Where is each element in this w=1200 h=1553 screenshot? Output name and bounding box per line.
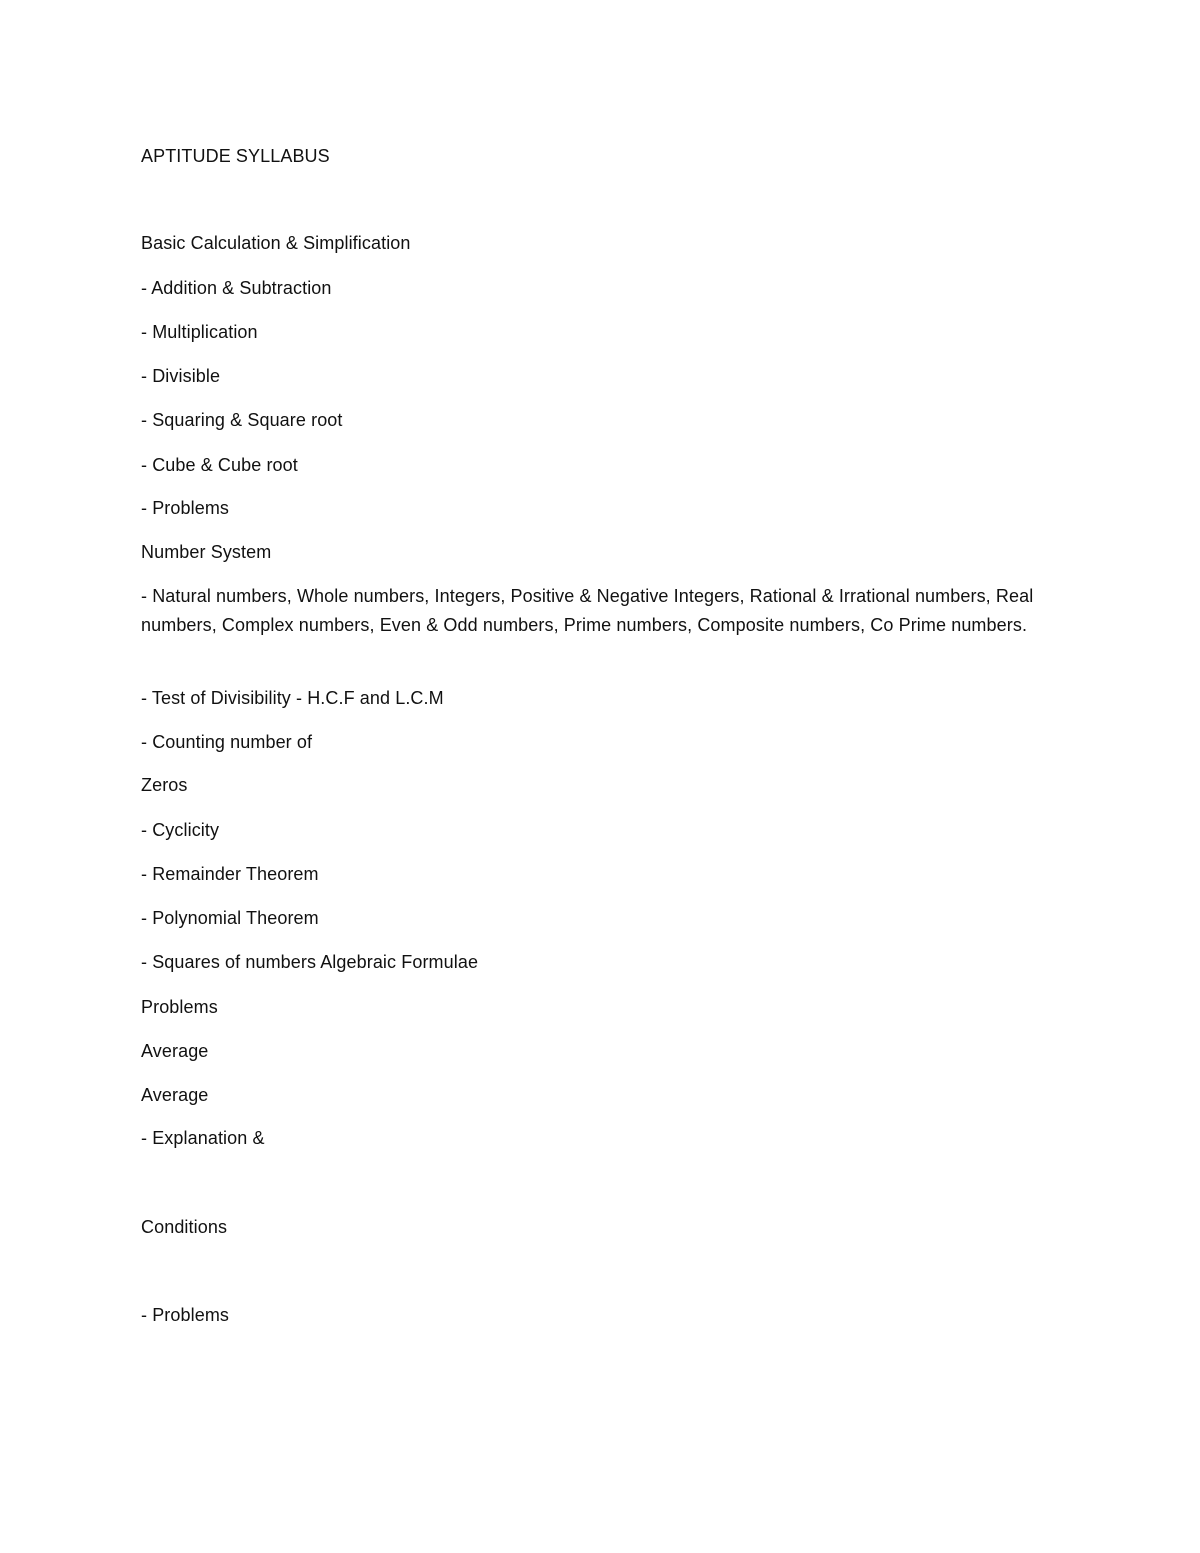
list-item: - Cube & Cube root [141, 455, 298, 475]
list-item: Zeros [141, 775, 188, 795]
list-item: - Polynomial Theorem [141, 908, 319, 928]
list-item: - Test of Divisibility - H.C.F and L.C.M [141, 688, 444, 708]
section-heading: Basic Calculation & Simplification [141, 233, 411, 253]
list-item: - Explanation & [141, 1128, 265, 1148]
document-title: APTITUDE SYLLABUS [141, 146, 330, 166]
list-item: - Multiplication [141, 322, 258, 342]
list-item: - Squaring & Square root [141, 410, 343, 430]
section-heading: Number System [141, 542, 272, 562]
list-item: - Squares of numbers Algebraic Formulae [141, 952, 479, 972]
list-item: Conditions [141, 1217, 228, 1237]
list-item: - Cyclicity [141, 820, 220, 840]
list-item: - Counting number of [141, 732, 313, 752]
list-item: - Problems [141, 498, 230, 518]
list-item: - Natural numbers, Whole numbers, Integers, Positive & Negative Integers, Rational & Irrational numbers, Real numbers, Complex numbers, Even & Odd numbers, Prime numbers, Composite numbers, Co Prime numbers. [141, 586, 1034, 635]
list-item: Average [141, 1085, 209, 1105]
list-item: - Addition & Subtraction [141, 278, 332, 298]
section-heading: Average [141, 1041, 209, 1061]
list-item: - Remainder Theorem [141, 864, 319, 884]
list-item: - Problems [141, 1305, 230, 1325]
list-item: - Divisible [141, 366, 221, 386]
list-item: Problems [141, 997, 218, 1017]
